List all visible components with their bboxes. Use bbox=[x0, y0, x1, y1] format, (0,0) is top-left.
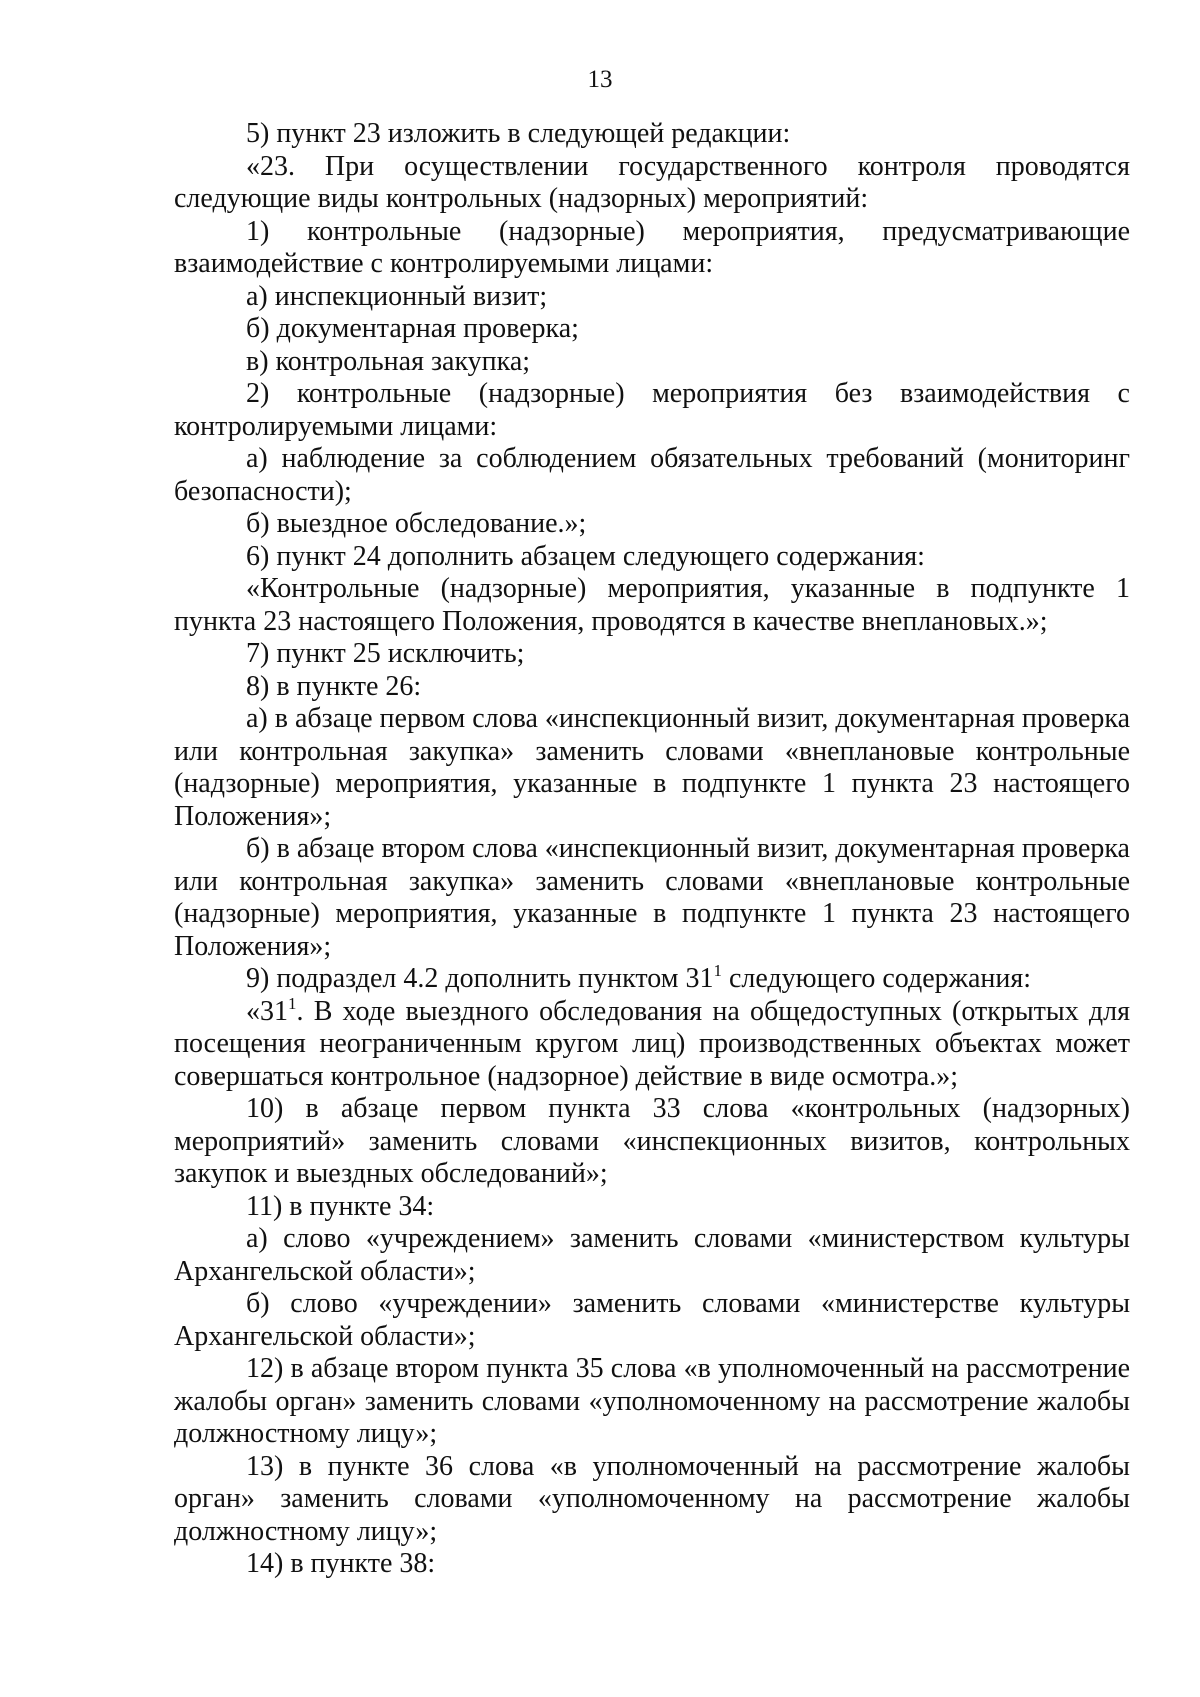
paragraph-text-after: следующего содержания: bbox=[721, 963, 1032, 994]
paragraph: 12) в абзаце втором пункта 35 слова «в уполномоченный на рассмотрение жалобы орган» заменить словами «уполномоченному на рассмотрение жалобы должностному лицу»; bbox=[174, 1353, 1130, 1449]
paragraph: а) слово «учреждением» заменить словами «министерством культуры Архангельской области»; bbox=[174, 1223, 1130, 1287]
paragraph: в) контрольная закупка; bbox=[246, 345, 531, 377]
paragraph: а) наблюдение за соблюдением обязательных требований (мониторинг безопасности); bbox=[174, 443, 1130, 507]
paragraph-text-after: . В ходе выездного обследования на общедоступных (открытых для посещения неограниченным кругом лиц) производственных объектах может совершаться контрольное (надзорное) действие в виде осмотра.»; bbox=[174, 995, 1130, 1092]
paragraph: б) выездное обследование.»; bbox=[246, 508, 587, 539]
paragraph: 7) пункт 25 исключить; bbox=[246, 638, 525, 669]
paragraph: 14) в пункте 38: bbox=[246, 1548, 436, 1579]
paragraph: 11) в пункте 34: bbox=[246, 1190, 435, 1222]
document-body bbox=[174, 118, 1130, 1581]
paragraph: «23. При осуществлении государственного контроля проводятся следующие виды контрольных (надзорных) мероприятий: bbox=[174, 150, 1130, 214]
paragraph: 13) в пункте 36 слова «в уполномоченный на рассмотрение жалобы орган» заменить словами «уполномоченному на рассмотрение жалобы должностному лицу»; bbox=[174, 1450, 1130, 1547]
paragraph: «Контрольные (надзорные) мероприятия, указанные в подпункте 1 пункта 23 настоящего Положения, проводятся в качестве внеплановых.»; bbox=[174, 573, 1130, 637]
paragraph: 8) в пункте 26: bbox=[246, 670, 422, 702]
paragraph: б) слово «учреждении» заменить словами «министерстве культуры Архангельской области»; bbox=[174, 1288, 1130, 1352]
page-number: 13 bbox=[587, 66, 613, 93]
paragraph: 10) в абзаце первом пункта 33 слова «контрольных (надзорных) мероприятий» заменить словами «инспекционных визитов, контрольных закупок и выездных обследований»; bbox=[174, 1093, 1130, 1189]
paragraph-with-superscript bbox=[174, 963, 1130, 996]
paragraph: б) в абзаце втором слова «инспекционный визит, документарная проверка или контрольная закупка» заменить словами «внеплановые контрольные (надзорные) мероприятия, указанные в подпункте 1 пункта 23 настоящего Положения»; bbox=[174, 833, 1130, 962]
paragraph-with-superscript bbox=[174, 993, 1130, 1094]
paragraph: а) инспекционный визит; bbox=[246, 280, 548, 312]
paragraph: 6) пункт 24 дополнить абзацем следующего содержания: bbox=[246, 540, 925, 572]
superscript: 1 bbox=[288, 993, 297, 1013]
paragraph: б) документарная проверка; bbox=[246, 313, 579, 344]
paragraph-text-before: 9) подраздел 4.2 дополнить пунктом 31 bbox=[246, 963, 714, 994]
superscript: 1 bbox=[713, 961, 722, 980]
paragraph: 5) пункт 23 изложить в следующей редакции: bbox=[246, 118, 791, 149]
paragraph: 2) контрольные (надзорные) мероприятия без взаимодействия с контролируемыми лицами: bbox=[174, 378, 1130, 442]
paragraph: 1) контрольные (надзорные) мероприятия, предусматривающие взаимодействие с контролируемыми лицами: bbox=[174, 215, 1130, 279]
paragraph: а) в абзаце первом слова «инспекционный визит, документарная проверка или контрольная закупка» заменить словами «внеплановые контрольные (надзорные) мероприятия, указанные в подпункте 1 пункта 23 настоящего Положения»; bbox=[174, 703, 1130, 832]
paragraph-text-before: «31 bbox=[246, 995, 288, 1027]
